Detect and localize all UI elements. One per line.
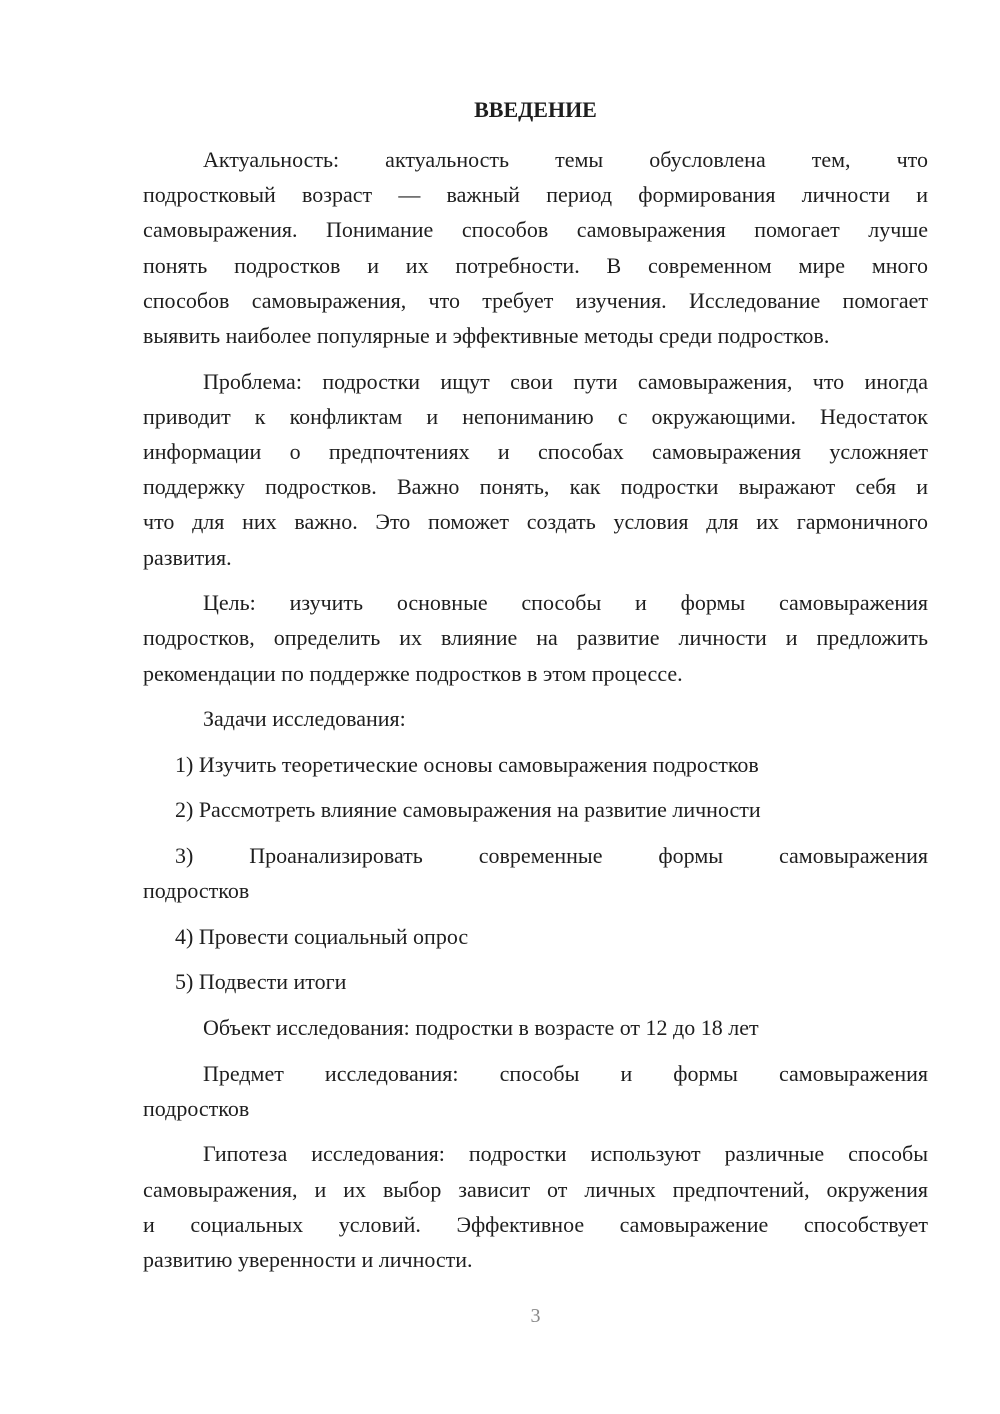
text-line: 3) Проанализировать современные формы самовыражения [175, 843, 928, 868]
text-line: рекомендации по поддержке подростков в этом процессе. [143, 660, 683, 686]
text-line: приводит к конфликтам и непониманию с окружающими. Недостаток [143, 403, 928, 429]
text-line: развитию уверенности и личности. [143, 1246, 473, 1272]
text-line: Цель: изучить основные способы и формы самовыражения [203, 590, 928, 616]
text-line: развития. [143, 544, 232, 570]
document-body [143, 142, 928, 1277]
text-line: подростков [143, 1095, 250, 1121]
text-line: что для них важно. Это поможет создать условия для их гармоничного [143, 509, 928, 535]
paragraph [143, 364, 928, 575]
text-line: 1) Изучить теоретические основы самовыражения подростков [175, 751, 759, 777]
task-list-item [143, 919, 928, 954]
task-list-item [143, 747, 928, 782]
text-line: Объект исследования: подростки в возрасте от 12 до 18 лет [203, 1014, 759, 1040]
text-line: выявить наиболее популярные и эффективные методы среди подростков. [143, 323, 830, 349]
text-line: и социальных условий. Эффективное самовыражение способствует [143, 1211, 928, 1237]
paragraph [143, 1010, 928, 1045]
paragraph [143, 1136, 928, 1277]
task-list-item [143, 792, 928, 827]
paragraph [143, 142, 928, 353]
text-line: самовыражения, и их выбор зависит от личных предпочтений, окружения [143, 1176, 928, 1202]
paragraph [143, 585, 928, 691]
text-line: самовыражения. Понимание способов самовыражения помогает лучше [143, 217, 928, 243]
text-line: Проблема: подростки ищут свои пути самовыражения, что иногда [203, 368, 928, 394]
text-line: информации о предпочтениях и способах самовыражения усложняет [143, 439, 928, 465]
text-line: подростков [143, 878, 250, 904]
text-line: Актуальность: актуальность темы обусловлена тем, что [203, 147, 928, 172]
paragraph [143, 701, 928, 736]
text-line: 4) Провести социальный опрос [175, 923, 469, 949]
text-line: подростковый возраст — важный период формирования личности и [143, 182, 928, 208]
task-list-item [143, 964, 928, 999]
text-line: Гипотеза исследования: подростки используют различные способы [203, 1141, 928, 1167]
task-list-item [143, 838, 928, 908]
text-line: понять подростков и их потребности. В современном мире много [143, 252, 928, 278]
paragraph [143, 1056, 928, 1126]
text-line: поддержку подростков. Важно понять, как подростки выражают себя и [143, 474, 928, 500]
text-line: Задачи исследования: [203, 706, 406, 732]
section-title: ВВЕДЕНИЕ [474, 97, 597, 122]
text-line: подростков, определить их влияние на развитие личности и предложить [143, 625, 928, 651]
text-line: Предмет исследования: способы и формы самовыражения [203, 1060, 928, 1086]
text-line: способов самовыражения, что требует изучения. Исследование помогает [143, 287, 928, 313]
text-line: 5) Подвести итоги [175, 969, 347, 995]
page-number: 3 [530, 1305, 541, 1327]
document-page [143, 92, 928, 1288]
text-line: 2) Рассмотреть влияние самовыражения на развитие личности [175, 797, 761, 823]
